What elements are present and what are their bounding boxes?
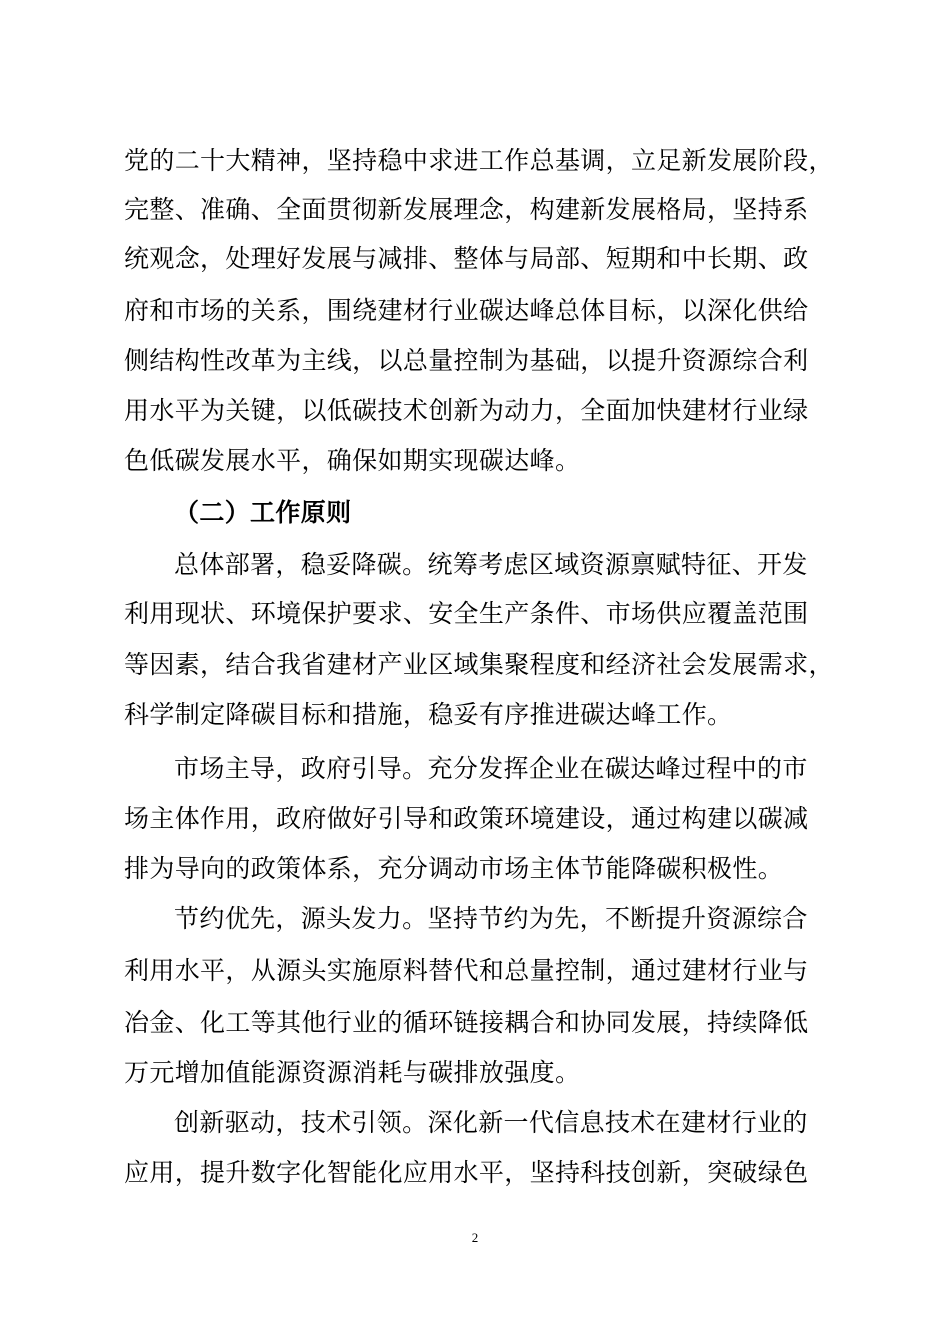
- body-text-line: 完整、准确、全面贯彻新发展理念，构建新发展格局，坚持系: [124, 195, 809, 224]
- body-text-line: 万元增加值能源资源消耗与碳排放强度。: [124, 1058, 581, 1087]
- body-text-line: 用水平为关键，以低碳技术创新为动力，全面加快建材行业绿: [124, 396, 809, 425]
- body-text-line: 党的二十大精神，坚持稳中求进工作总基调，立足新发展阶段，: [124, 146, 834, 175]
- body-text-line: 统观念，处理好发展与减排、整体与局部、短期和中长期、政: [124, 244, 809, 273]
- section-heading: （二）工作原则: [174, 498, 352, 527]
- body-text-line: 等因素，结合我省建材产业区域集聚程度和经济社会发展需求，: [124, 650, 834, 679]
- paragraph-first-line: 创新驱动，技术引领。深化新一代信息技术在建材行业的: [174, 1108, 808, 1137]
- body-text-line: 侧结构性改革为主线，以总量控制为基础，以提升资源综合利: [124, 346, 809, 375]
- body-text-line: 科学制定降碳目标和措施，稳妥有序推进碳达峰工作。: [124, 700, 733, 729]
- body-text-line: 府和市场的关系，围绕建材行业碳达峰总体目标，以深化供给: [124, 296, 809, 325]
- paragraph-first-line: 总体部署，稳妥降碳。统筹考虑区域资源禀赋特征、开发: [174, 550, 808, 579]
- paragraph-first-line: 市场主导，政府引导。充分发挥企业在碳达峰过程中的市: [174, 754, 808, 783]
- body-text-line: 场主体作用，政府做好引导和政策环境建设，通过构建以碳减: [124, 804, 809, 833]
- paragraph-first-line: 节约优先，源头发力。坚持节约为先，不断提升资源综合: [174, 904, 808, 933]
- body-text-line: 利用水平，从源头实施原料替代和总量控制，通过建材行业与: [124, 956, 809, 985]
- body-text-line: 利用现状、环境保护要求、安全生产条件、市场供应覆盖范围: [124, 599, 809, 628]
- body-text-line: 冶金、化工等其他行业的循环链接耦合和协同发展，持续降低: [124, 1008, 809, 1037]
- body-text-line: 色低碳发展水平，确保如期实现碳达峰。: [124, 446, 581, 475]
- body-text-line: 应用，提升数字化智能化应用水平，坚持科技创新，突破绿色: [124, 1158, 809, 1187]
- page-number: 2: [471, 1230, 479, 1245]
- body-text-line: 排为导向的政策体系，充分调动市场主体节能降碳积极性。: [124, 854, 784, 883]
